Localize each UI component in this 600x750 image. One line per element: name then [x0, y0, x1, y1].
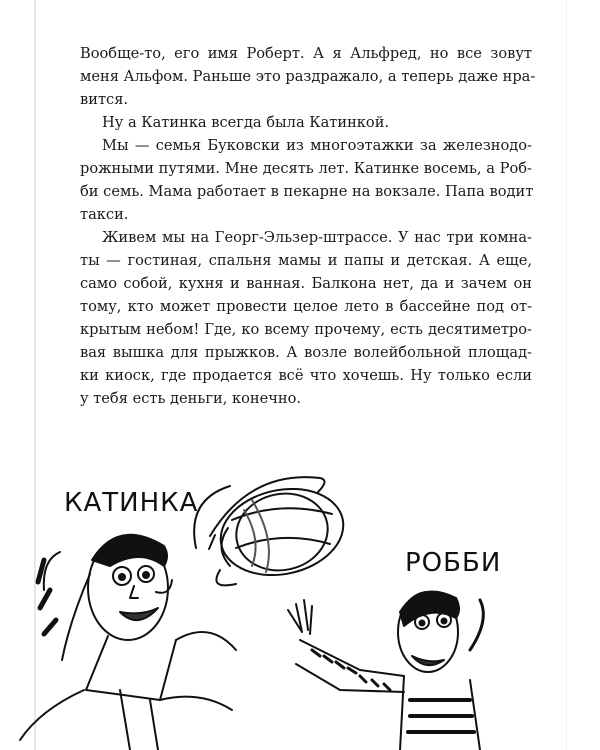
text-line: меня Альфом. Раньше это раздражало, а теперь даже нра-: [80, 68, 536, 85]
text-line: такси.: [80, 206, 129, 223]
katinka-drawing: [20, 535, 236, 750]
text-line: вится.: [80, 91, 129, 108]
ball-drawing: [209, 478, 351, 586]
body-text: [80, 42, 536, 410]
text-line: рожными путями. Мне десять лет. Катинке восемь, а Роб-: [80, 160, 532, 177]
robbie-label: РОББИ: [405, 548, 502, 578]
text-line: Живем мы на Георг-Эльзер-штрассе. У нас три комна-: [102, 229, 532, 246]
text-line: Мы — семья Буковски из многоэтажки за железнодо-: [102, 137, 532, 154]
text-line: само собой, кухня и ванная. Балкона нет, да и зачем он: [80, 275, 532, 292]
text-line: вая вышка для прыжков. А возле волейбольной площад-: [80, 344, 532, 361]
text-line: у тебя есть деньги, конечно.: [80, 390, 302, 407]
text-line: крытым небом! Где, ко всему прочему, есть десятиметро-: [80, 321, 532, 338]
katinka-label: КАТИНКА: [64, 488, 199, 518]
text-line: ки киоск, где продается всё что хочешь. Ну только если: [80, 367, 532, 384]
kids-drawing-illustration: [0, 420, 600, 750]
text-line: би семь. Мама работает в пекарне на вокзале. Папа водит: [80, 183, 534, 200]
text-line: Ну а Катинка всегда была Катинкой.: [102, 114, 390, 131]
text-line: Вообще-то, его имя Роберт. А я Альфред, но все зовут: [80, 45, 532, 62]
text-line: ты — гостиная, спальня мамы и папы и детская. А еще,: [80, 252, 532, 269]
robbie-drawing: [288, 592, 483, 750]
text-line: тому, кто может провести целое лето в бассейне под от-: [80, 298, 532, 315]
